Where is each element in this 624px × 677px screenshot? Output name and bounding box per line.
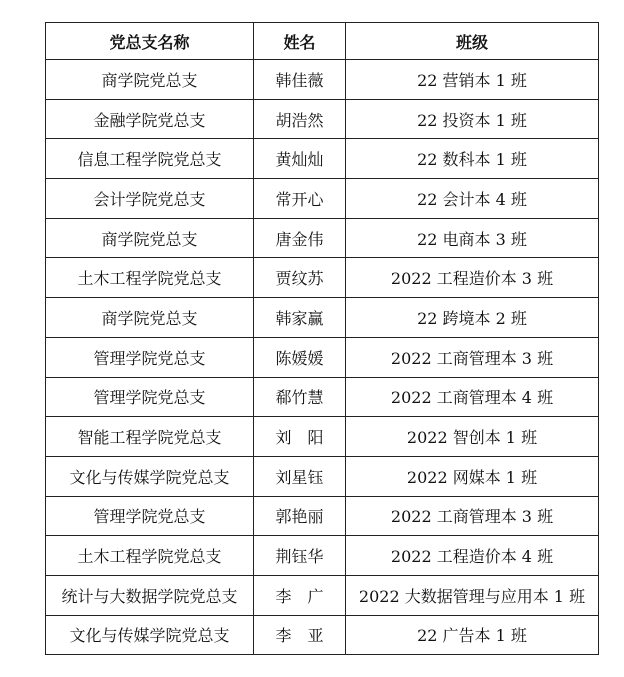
person-name-cell: 唐金伟 [254,218,346,258]
table-row [46,575,599,615]
branch-name-cell: 商学院党总支 [46,218,254,258]
class-cell: 22 数科本 1 班 [346,139,599,179]
table-row [46,139,599,179]
person-name-cell: 李 广 [254,575,346,615]
table-row [46,258,599,298]
person-name-cell: 常开心 [254,179,346,219]
table-row [46,496,599,536]
table-row [46,337,599,377]
table-body [46,60,599,655]
class-cell: 2022 工商管理本 3 班 [346,337,599,377]
table-row [46,218,599,258]
table-row [46,536,599,576]
person-name-cell: 郭艳丽 [254,496,346,536]
branch-name-cell: 智能工程学院党总支 [46,417,254,457]
table-row [46,456,599,496]
roster-table [45,22,599,655]
branch-name-cell: 文化与传媒学院党总支 [46,615,254,655]
table-row [46,99,599,139]
header-class: 班级 [346,23,599,60]
person-name-cell: 荆钰华 [254,536,346,576]
person-name-cell: 胡浩然 [254,99,346,139]
table-header [46,23,599,60]
person-name-cell: 韩佳薇 [254,60,346,100]
class-cell: 2022 大数据管理与应用本 1 班 [346,575,599,615]
branch-name-cell: 商学院党总支 [46,60,254,100]
class-cell: 22 跨境本 2 班 [346,298,599,338]
class-cell: 22 电商本 3 班 [346,218,599,258]
person-name-cell: 刘 阳 [254,417,346,457]
header-row [46,23,599,60]
header-person-name: 姓名 [254,23,346,60]
table-row [46,377,599,417]
branch-name-cell: 管理学院党总支 [46,337,254,377]
class-cell: 22 会计本 4 班 [346,179,599,219]
table-row [46,615,599,655]
branch-name-cell: 商学院党总支 [46,298,254,338]
person-name-cell: 黄灿灿 [254,139,346,179]
class-cell: 2022 工程造价本 4 班 [346,536,599,576]
class-cell: 2022 工商管理本 3 班 [346,496,599,536]
table-row [46,60,599,100]
class-cell: 2022 工商管理本 4 班 [346,377,599,417]
table-row [46,298,599,338]
branch-name-cell: 金融学院党总支 [46,99,254,139]
class-cell: 22 营销本 1 班 [346,60,599,100]
header-branch-name: 党总支名称 [46,23,254,60]
person-name-cell: 郗竹慧 [254,377,346,417]
branch-name-cell: 文化与传媒学院党总支 [46,456,254,496]
person-name-cell: 韩家赢 [254,298,346,338]
branch-name-cell: 管理学院党总支 [46,377,254,417]
branch-name-cell: 土木工程学院党总支 [46,258,254,298]
person-name-cell: 贾纹苏 [254,258,346,298]
table-row [46,417,599,457]
branch-name-cell: 土木工程学院党总支 [46,536,254,576]
branch-name-cell: 信息工程学院党总支 [46,139,254,179]
class-cell: 22 投资本 1 班 [346,99,599,139]
class-cell: 2022 网媒本 1 班 [346,456,599,496]
person-name-cell: 李 亚 [254,615,346,655]
branch-name-cell: 会计学院党总支 [46,179,254,219]
person-name-cell: 陈媛媛 [254,337,346,377]
class-cell: 2022 智创本 1 班 [346,417,599,457]
person-name-cell: 刘星钰 [254,456,346,496]
table-row [46,179,599,219]
branch-name-cell: 管理学院党总支 [46,496,254,536]
class-cell: 22 广告本 1 班 [346,615,599,655]
branch-name-cell: 统计与大数据学院党总支 [46,575,254,615]
class-cell: 2022 工程造价本 3 班 [346,258,599,298]
